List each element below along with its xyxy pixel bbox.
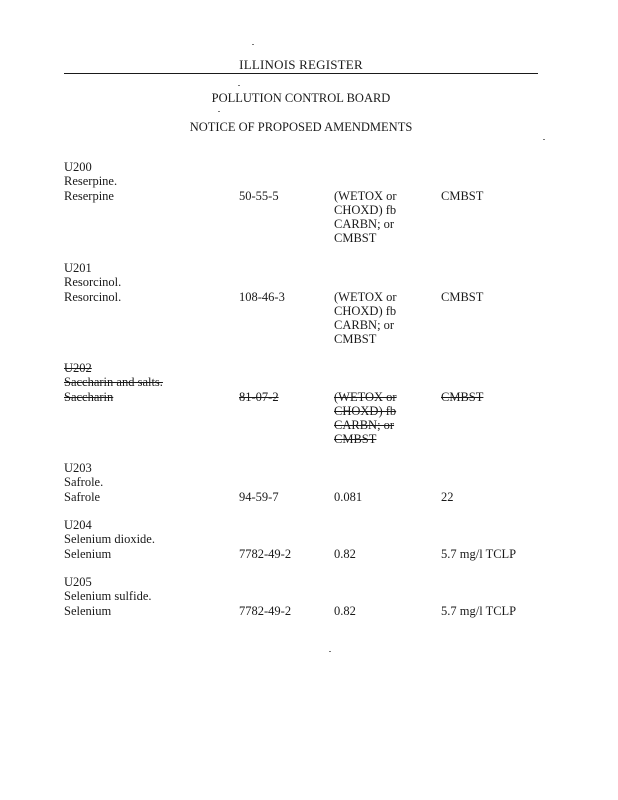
register-header-title: ILLINOIS REGISTER (239, 57, 363, 72)
nonwastewater-standard: 5.7 mg/l TCLP (441, 546, 517, 561)
struck-text: CHOXD) fb (334, 403, 397, 418)
constituent-name: Saccharin (64, 389, 114, 404)
constituent-name: Resorcinol. (64, 289, 122, 304)
constituent-row (64, 490, 564, 504)
notice-title: NOTICE OF PROPOSED AMENDMENTS (189, 120, 413, 134)
wastewater-standard: 0.82 (334, 546, 356, 561)
constituent-row (64, 547, 564, 561)
waste-code: U203 (64, 461, 92, 475)
struck-text: CARBN; or (334, 418, 395, 433)
wastewater-standard-line: CARBN; or (334, 217, 395, 232)
waste-description: Safrole. (64, 475, 104, 490)
wastewater-standard-line: CARBN; or (334, 318, 395, 333)
header-rule (64, 73, 538, 74)
waste-description: Resorcinol. (64, 275, 122, 290)
scan-speck (238, 85, 240, 86)
waste-code: U201 (64, 261, 92, 275)
scan-speck (218, 111, 220, 112)
waste-code: U204 (64, 518, 92, 532)
wastewater-standard: (WETOX or (334, 188, 397, 203)
nonwastewater-standard: 22 (441, 489, 454, 504)
wastewater-standard-line (334, 418, 564, 432)
waste-code: U205 (64, 575, 92, 589)
wastewater-standard-line: CMBST (334, 231, 377, 246)
constituent-row (64, 604, 564, 618)
wastewater-standard-line (334, 404, 564, 418)
scan-speck (543, 139, 545, 140)
wastewater-standard: 0.081 (334, 489, 363, 504)
cas-number: 7782-49-2 (239, 603, 292, 618)
nonwastewater-standard: 5.7 mg/l TCLP (441, 603, 517, 618)
struck-text: CMBST (334, 432, 377, 447)
constituent-name: Safrole (64, 489, 101, 504)
nonwastewater-standard: CMBST (441, 389, 484, 404)
waste-entry-u203 (64, 461, 564, 504)
waste-entry-u200 (64, 160, 564, 246)
wastewater-standard-line (334, 432, 564, 446)
wastewater-standard-line: CMBST (334, 332, 377, 347)
waste-entry-u201 (64, 261, 564, 347)
wastewater-standard: 0.82 (334, 603, 356, 618)
scan-speck (329, 651, 331, 652)
cas-number: 94-59-7 (239, 489, 279, 504)
waste-entry-u204 (64, 518, 564, 561)
constituent-name: Selenium (64, 603, 112, 618)
waste-description: Reserpine. (64, 174, 118, 189)
constituent-row (64, 390, 564, 404)
scan-speck (252, 44, 254, 45)
waste-description: Saccharin and salts. (64, 375, 163, 390)
nonwastewater-standard: CMBST (441, 289, 484, 304)
constituent-name: Selenium (64, 546, 112, 561)
constituent-name: Reserpine (64, 188, 114, 203)
constituent-row (64, 189, 564, 203)
wastewater-standard: (WETOX or (334, 389, 397, 404)
cas-number: 7782-49-2 (239, 546, 292, 561)
waste-code: U202 (64, 361, 92, 375)
cas-number: 81-07-2 (239, 389, 279, 404)
nonwastewater-standard: CMBST (441, 188, 484, 203)
waste-description: Selenium sulfide. (64, 589, 152, 604)
cas-number: 50-55-5 (239, 188, 279, 203)
wastewater-standard-line: CHOXD) fb (334, 202, 397, 217)
constituent-row (64, 290, 564, 304)
waste-code: U200 (64, 160, 92, 174)
wastewater-standard: (WETOX or (334, 289, 397, 304)
wastewater-standard-line: CHOXD) fb (334, 303, 397, 318)
waste-entry-u202 (64, 361, 564, 447)
waste-entry-u205 (64, 575, 564, 618)
waste-description: Selenium dioxide. (64, 532, 155, 547)
board-name: POLLUTION CONTROL BOARD (211, 91, 391, 105)
cas-number: 108-46-3 (239, 289, 285, 304)
